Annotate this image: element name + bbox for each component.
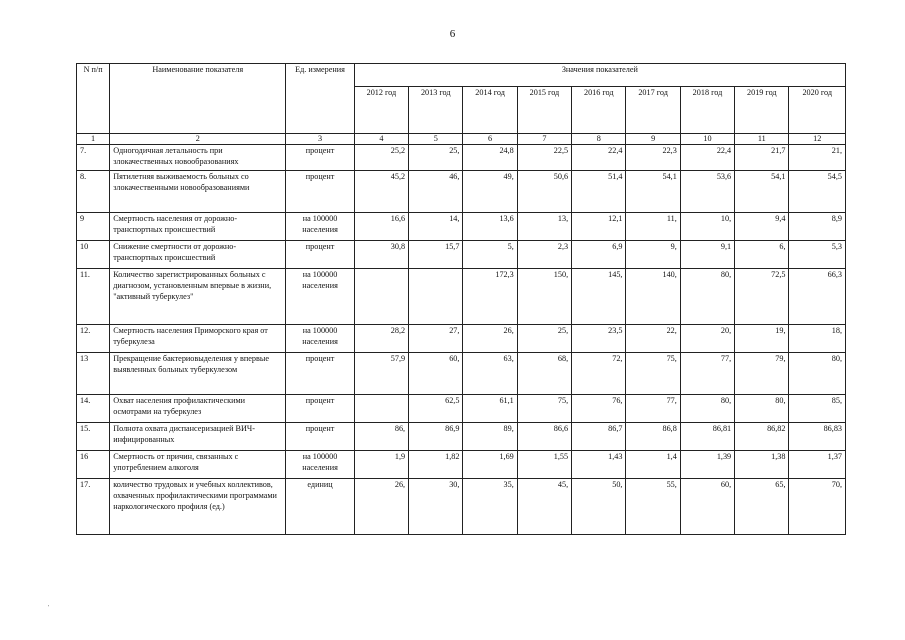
indicator-name-cell: Пятилетняя выживаемость больных со злокачественными новообразованиями	[110, 171, 286, 213]
row-number-cell: 9	[77, 213, 110, 241]
value-cell: 89,	[463, 423, 517, 451]
year-header: 2017 год	[626, 87, 680, 134]
value-cell: 86,8	[626, 423, 680, 451]
value-cell: 145,	[572, 269, 626, 325]
column-number: 6	[463, 134, 517, 145]
unit-cell: на 100000 населения	[286, 213, 354, 241]
value-cell: 49,	[463, 171, 517, 213]
value-cell	[354, 269, 408, 325]
table-row	[77, 213, 846, 241]
value-cell: 1,9	[354, 451, 408, 479]
value-cell: 66,3	[789, 269, 846, 325]
value-cell: 8,9	[789, 213, 846, 241]
value-cell: 55,	[626, 479, 680, 535]
indicator-name-cell: Полнота охвата диспансеризацией ВИЧ-инфицированных	[110, 423, 286, 451]
value-cell: 77,	[680, 353, 734, 395]
value-cell: 28,2	[354, 325, 408, 353]
column-number: 11	[735, 134, 789, 145]
year-header: 2019 год	[735, 87, 789, 134]
value-cell: 25,	[517, 325, 571, 353]
value-cell: 23,5	[572, 325, 626, 353]
value-cell: 15,7	[409, 241, 463, 269]
value-cell: 21,	[789, 145, 846, 171]
value-cell: 54,1	[626, 171, 680, 213]
value-cell: 11,	[626, 213, 680, 241]
value-cell: 68,	[517, 353, 571, 395]
value-cell: 21,7	[735, 145, 789, 171]
row-number-cell: 17.	[77, 479, 110, 535]
header-row	[77, 64, 846, 87]
page-number: 6	[449, 28, 456, 40]
value-cell: 80,	[735, 395, 789, 423]
year-header: 2013 год	[409, 87, 463, 134]
year-header: 2018 год	[680, 87, 734, 134]
value-cell: 1,69	[463, 451, 517, 479]
value-cell: 80,	[680, 395, 734, 423]
value-cell	[409, 269, 463, 325]
value-cell: 50,6	[517, 171, 571, 213]
year-header: 2015 год	[517, 87, 571, 134]
column-number: 4	[354, 134, 408, 145]
table-row	[77, 171, 846, 213]
value-cell: 72,5	[735, 269, 789, 325]
value-cell: 9,	[626, 241, 680, 269]
value-cell: 1,82	[409, 451, 463, 479]
value-cell: 25,2	[354, 145, 408, 171]
value-cell: 60,	[409, 353, 463, 395]
column-number: 12	[789, 134, 846, 145]
value-cell: 1,43	[572, 451, 626, 479]
column-number: 8	[572, 134, 626, 145]
value-cell: 1,39	[680, 451, 734, 479]
column-number: 5	[409, 134, 463, 145]
row-number-cell: 7.	[77, 145, 110, 171]
value-cell: 46,	[409, 171, 463, 213]
value-cell: 27,	[409, 325, 463, 353]
value-cell: 85,	[789, 395, 846, 423]
value-cell: 75,	[626, 353, 680, 395]
column-number: 7	[517, 134, 571, 145]
value-cell: 5,3	[789, 241, 846, 269]
table-row	[77, 241, 846, 269]
header-values: Значения показателей	[354, 64, 845, 87]
value-cell: 24,8	[463, 145, 517, 171]
value-cell: 22,4	[572, 145, 626, 171]
value-cell: 75,	[517, 395, 571, 423]
value-cell: 2,3	[517, 241, 571, 269]
footer-mark: '	[48, 605, 50, 611]
value-cell: 80,	[680, 269, 734, 325]
indicator-name-cell: Снижение смертности от дорожно-транспортных происшествий	[110, 241, 286, 269]
value-cell: 80,	[789, 353, 846, 395]
table-row	[77, 325, 846, 353]
year-header: 2020 год	[789, 87, 846, 134]
table-row	[77, 423, 846, 451]
value-cell: 77,	[626, 395, 680, 423]
value-cell: 86,81	[680, 423, 734, 451]
value-cell: 1,37	[789, 451, 846, 479]
unit-cell: на 100000 населения	[286, 325, 354, 353]
row-number-cell: 8.	[77, 171, 110, 213]
row-number-cell: 12.	[77, 325, 110, 353]
indicator-name-cell: Смертность населения Приморского края от туберкулеза	[110, 325, 286, 353]
value-cell: 35,	[463, 479, 517, 535]
value-cell: 22,5	[517, 145, 571, 171]
unit-cell: процент	[286, 145, 354, 171]
table-row	[77, 269, 846, 325]
value-cell: 86,83	[789, 423, 846, 451]
unit-cell: на 100000 населения	[286, 269, 354, 325]
indicator-name-cell: Одногодичная летальность при злокачественных новообразованиях	[110, 145, 286, 171]
value-cell: 63,	[463, 353, 517, 395]
header-num: N п/п	[77, 64, 110, 134]
value-cell: 12,1	[572, 213, 626, 241]
value-cell: 26,	[354, 479, 408, 535]
year-header: 2014 год	[463, 87, 517, 134]
value-cell: 1,55	[517, 451, 571, 479]
value-cell: 86,	[354, 423, 408, 451]
column-number: 2	[110, 134, 286, 145]
year-header: 2016 год	[572, 87, 626, 134]
value-cell: 86,82	[735, 423, 789, 451]
value-cell: 54,1	[735, 171, 789, 213]
row-number-cell: 16	[77, 451, 110, 479]
value-cell: 45,	[517, 479, 571, 535]
value-cell: 22,3	[626, 145, 680, 171]
row-number-cell: 15.	[77, 423, 110, 451]
indicator-name-cell: Прекращение бактериовыделения у впервые выявленных больных туберкулезом	[110, 353, 286, 395]
value-cell: 13,6	[463, 213, 517, 241]
indicator-name-cell: Количество зарегистрированных больных с диагнозом, установленным впервые в жизни, "активный туберкулез"	[110, 269, 286, 325]
value-cell: 60,	[680, 479, 734, 535]
value-cell: 13,	[517, 213, 571, 241]
value-cell: 76,	[572, 395, 626, 423]
value-cell: 86,9	[409, 423, 463, 451]
row-number-cell: 13	[77, 353, 110, 395]
value-cell: 1,38	[735, 451, 789, 479]
unit-cell: процент	[286, 423, 354, 451]
column-number-row	[77, 134, 846, 145]
value-cell: 18,	[789, 325, 846, 353]
value-cell: 57,9	[354, 353, 408, 395]
value-cell: 140,	[626, 269, 680, 325]
value-cell: 45,2	[354, 171, 408, 213]
value-cell: 22,	[626, 325, 680, 353]
indicator-name-cell: Смертность от причин, связанных с употреблением алкоголя	[110, 451, 286, 479]
table-row	[77, 395, 846, 423]
value-cell: 172,3	[463, 269, 517, 325]
header-name: Наименование показателя	[110, 64, 286, 134]
row-number-cell: 11.	[77, 269, 110, 325]
table-row	[77, 145, 846, 171]
value-cell: 19,	[735, 325, 789, 353]
value-cell: 20,	[680, 325, 734, 353]
value-cell: 51,4	[572, 171, 626, 213]
unit-cell: на 100000 населения	[286, 451, 354, 479]
unit-cell: единиц	[286, 479, 354, 535]
value-cell: 22,4	[680, 145, 734, 171]
value-cell: 25,	[409, 145, 463, 171]
column-number: 1	[77, 134, 110, 145]
value-cell: 30,8	[354, 241, 408, 269]
value-cell: 1,4	[626, 451, 680, 479]
unit-cell: процент	[286, 171, 354, 213]
value-cell: 86,6	[517, 423, 571, 451]
unit-cell: процент	[286, 241, 354, 269]
column-number: 3	[286, 134, 354, 145]
value-cell: 6,9	[572, 241, 626, 269]
year-header: 2012 год	[354, 87, 408, 134]
value-cell: 9,4	[735, 213, 789, 241]
value-cell: 62,5	[409, 395, 463, 423]
value-cell: 150,	[517, 269, 571, 325]
table-row	[77, 451, 846, 479]
column-number: 10	[680, 134, 734, 145]
value-cell: 53,6	[680, 171, 734, 213]
value-cell	[354, 395, 408, 423]
table-row	[77, 479, 846, 535]
value-cell: 14,	[409, 213, 463, 241]
indicator-name-cell: количество трудовых и учебных коллективов, охваченных профилактическими программами наркологического профиля (ед.)	[110, 479, 286, 535]
indicators-table	[76, 63, 846, 535]
row-number-cell: 14.	[77, 395, 110, 423]
unit-cell: процент	[286, 353, 354, 395]
value-cell: 26,	[463, 325, 517, 353]
table-row	[77, 353, 846, 395]
value-cell: 30,	[409, 479, 463, 535]
value-cell: 16,6	[354, 213, 408, 241]
header-unit: Ед. измерения	[286, 64, 354, 134]
value-cell: 50,	[572, 479, 626, 535]
value-cell: 79,	[735, 353, 789, 395]
value-cell: 9,1	[680, 241, 734, 269]
indicator-name-cell: Смертность населения от дорожно-транспортных происшествий	[110, 213, 286, 241]
indicator-name-cell: Охват населения профилактическими осмотрами на туберкулез	[110, 395, 286, 423]
value-cell: 6,	[735, 241, 789, 269]
value-cell: 61,1	[463, 395, 517, 423]
unit-cell: процент	[286, 395, 354, 423]
table-body	[77, 145, 846, 535]
value-cell: 5,	[463, 241, 517, 269]
value-cell: 86,7	[572, 423, 626, 451]
value-cell: 70,	[789, 479, 846, 535]
value-cell: 54,5	[789, 171, 846, 213]
row-number-cell: 10	[77, 241, 110, 269]
value-cell: 65,	[735, 479, 789, 535]
value-cell: 10,	[680, 213, 734, 241]
value-cell: 72,	[572, 353, 626, 395]
column-number: 9	[626, 134, 680, 145]
